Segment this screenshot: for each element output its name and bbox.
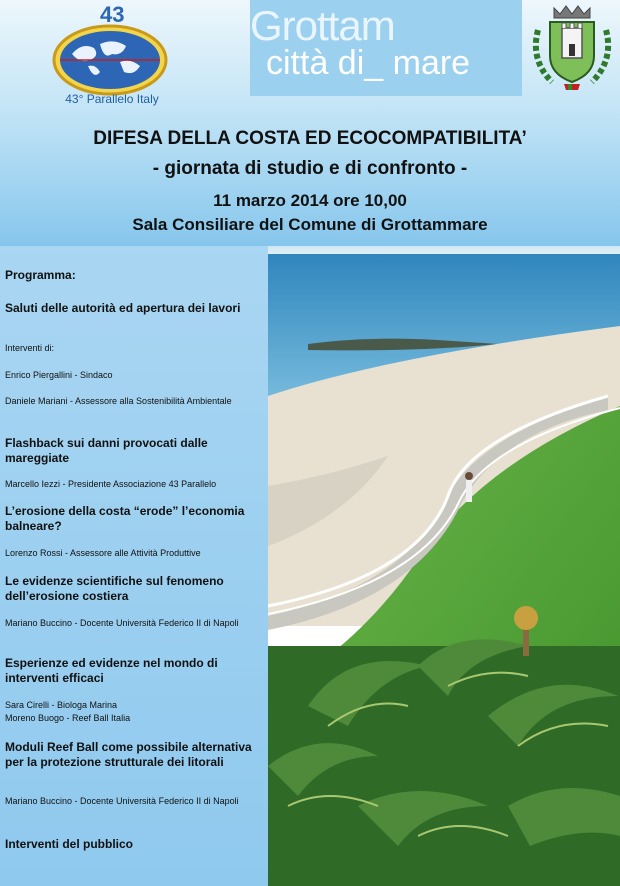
event-subtitle: - giornata di studio e di confronto -	[152, 158, 468, 179]
program-item: Interventi del pubblico	[5, 837, 134, 851]
city-title-box	[250, 0, 522, 96]
program-item: Flashback sui danni provocati dalle mareggiate	[5, 436, 208, 465]
program-item: Mariano Buccino - Docente Università Federico II di Napoli	[5, 796, 239, 806]
municipal-crest-icon	[524, 0, 620, 96]
program-item: Marcello Iezzi - Presidente Associazione 43 Parallelo	[5, 479, 217, 489]
program-item: Daniele Mariani - Assessore alla Sostenibilità Ambientale	[5, 396, 232, 406]
event-venue: Sala Consiliare del Comune di Grottammare	[132, 215, 488, 234]
program-item: Esperienze ed evidenze nel mondo di interventi efficaci	[5, 656, 218, 685]
coastline-photo	[268, 246, 620, 886]
poster-header	[0, 0, 620, 246]
logo-number: 43	[100, 4, 125, 27]
city-subtitle: città di_ mare	[266, 44, 471, 82]
program-heading: Programma:	[5, 268, 76, 282]
logo-caption: 43° Parallelo Italy	[65, 92, 159, 106]
event-date: 11 marzo 2014 ore 10,00	[213, 191, 407, 210]
program-item: Interventi di:	[5, 343, 55, 353]
program-item: L’erosione della costa “erode” l’economia balneare?	[5, 504, 245, 533]
program-item: Lorenzo Rossi - Assessore alle Attività Produttive	[5, 548, 201, 558]
program-item: Sara Cirelli - Biologa Marina	[5, 700, 118, 710]
program-item: Mariano Buccino - Docente Università Federico II di Napoli	[5, 618, 239, 628]
program-item: Le evidenze scientifiche sul fenomeno dell’erosione costiera	[5, 574, 224, 603]
program-item: Saluti delle autorità ed apertura dei lavori	[5, 301, 241, 315]
city-name: Grottam	[250, 2, 395, 49]
program-item: Moduli Reef Ball come possibile alternativa per la protezione strutturale dei litorali	[5, 740, 252, 769]
event-title: DIFESA DELLA COSTA ED ECOCOMPATIBILITA’	[93, 128, 527, 149]
program-item: Enrico Piergallini - Sindaco	[5, 370, 113, 380]
program-item: Moreno Buogo - Reef Ball Italia	[5, 713, 131, 723]
program-column	[0, 246, 268, 886]
